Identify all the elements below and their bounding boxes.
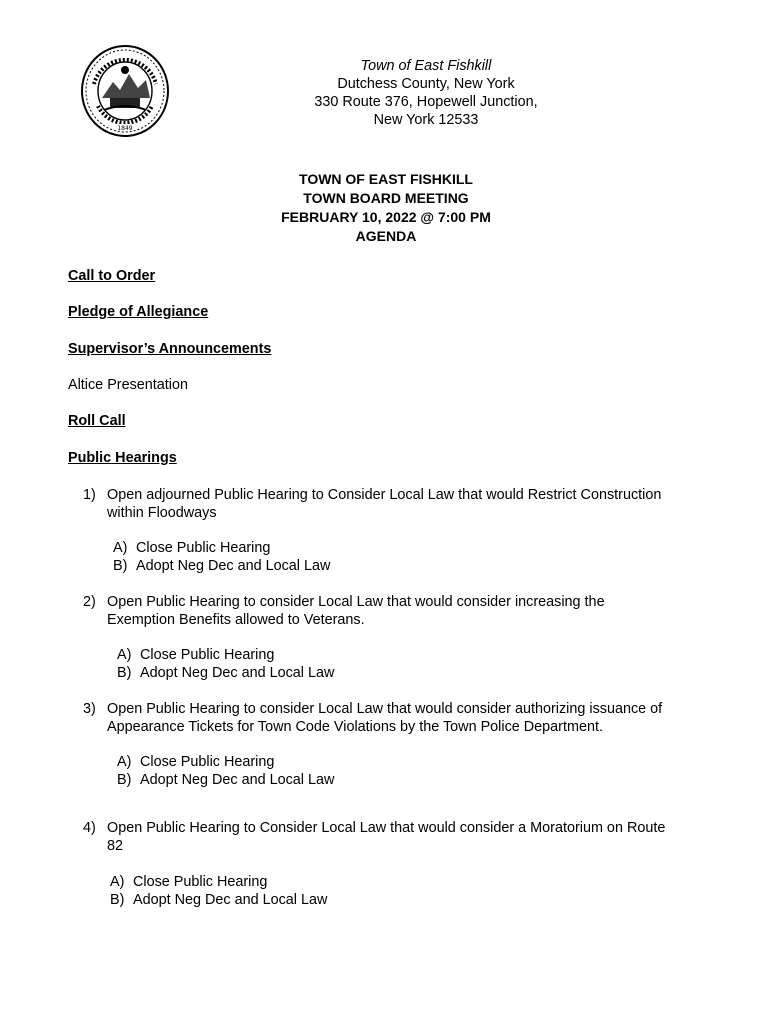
roll-call-heading: Roll Call bbox=[68, 413, 126, 429]
hearing-text-line: within Floodways bbox=[107, 505, 217, 521]
hearing-text-line: 82 bbox=[107, 838, 124, 854]
county-line: Dutchess County, New York bbox=[337, 76, 515, 92]
subitem-text: Close Public Hearing bbox=[140, 647, 275, 663]
subitem-letter: B) bbox=[117, 665, 132, 681]
title-agenda: AGENDA bbox=[355, 228, 417, 244]
pledge-heading: Pledge of Allegiance bbox=[68, 304, 209, 320]
altice-presentation: Altice Presentation bbox=[68, 377, 188, 393]
state-zip-line: New York 12533 bbox=[373, 112, 479, 128]
hearing-text-line: Open adjourned Public Hearing to Consider Local Law that would Restrict Construction bbox=[107, 487, 662, 503]
subitem-letter: A) bbox=[113, 540, 128, 556]
subitem-letter: A) bbox=[117, 647, 132, 663]
hearing-number: 3) bbox=[83, 701, 96, 717]
announcements-heading: Supervisor’s Announcements bbox=[68, 341, 272, 357]
title-meeting: TOWN BOARD MEETING bbox=[303, 190, 469, 206]
subitem-text: Close Public Hearing bbox=[133, 874, 268, 890]
subitem-text: Close Public Hearing bbox=[136, 540, 271, 556]
subitem-letter: B) bbox=[110, 892, 125, 908]
subitem-text: Adopt Neg Dec and Local Law bbox=[140, 665, 335, 681]
hearing-text-line: Open Public Hearing to Consider Local Law that would consider a Moratorium on Route bbox=[107, 820, 666, 836]
town-name: Town of East Fishkill bbox=[360, 58, 492, 74]
svg-text:1849: 1849 bbox=[117, 125, 133, 132]
public-hearings-heading: Public Hearings bbox=[68, 450, 177, 466]
hearing-text-line: Appearance Tickets for Town Code Violations by the Town Police Department. bbox=[107, 719, 603, 735]
subitem-letter: A) bbox=[117, 754, 132, 770]
subitem-letter: A) bbox=[110, 874, 125, 890]
hearing-text-line: Open Public Hearing to consider Local Law that would consider authorizing issuance of bbox=[107, 701, 663, 717]
town-seal bbox=[80, 44, 170, 138]
subitem-letter: B) bbox=[113, 558, 128, 574]
subitem-text: Adopt Neg Dec and Local Law bbox=[140, 772, 335, 788]
agenda-title-block bbox=[236, 170, 536, 246]
subitem-text: Adopt Neg Dec and Local Law bbox=[133, 892, 328, 908]
hearing-number: 2) bbox=[83, 594, 96, 610]
subitem-text: Close Public Hearing bbox=[140, 754, 275, 770]
hearing-number: 4) bbox=[83, 820, 96, 836]
title-town: TOWN OF EAST FISHKILL bbox=[299, 171, 473, 187]
hearing-text-line: Exemption Benefits allowed to Veterans. bbox=[107, 612, 365, 628]
hearing-number: 1) bbox=[83, 487, 96, 503]
hearing-text-line: Open Public Hearing to consider Local Law that would consider increasing the bbox=[107, 594, 605, 610]
title-date: FEBRUARY 10, 2022 @ 7:00 PM bbox=[281, 209, 491, 225]
subitem-letter: B) bbox=[117, 772, 132, 788]
subitem-text: Adopt Neg Dec and Local Law bbox=[136, 558, 331, 574]
call-to-order-heading: Call to Order bbox=[68, 268, 156, 284]
street-line: 330 Route 376, Hopewell Junction, bbox=[314, 94, 538, 110]
address-block bbox=[296, 57, 556, 129]
